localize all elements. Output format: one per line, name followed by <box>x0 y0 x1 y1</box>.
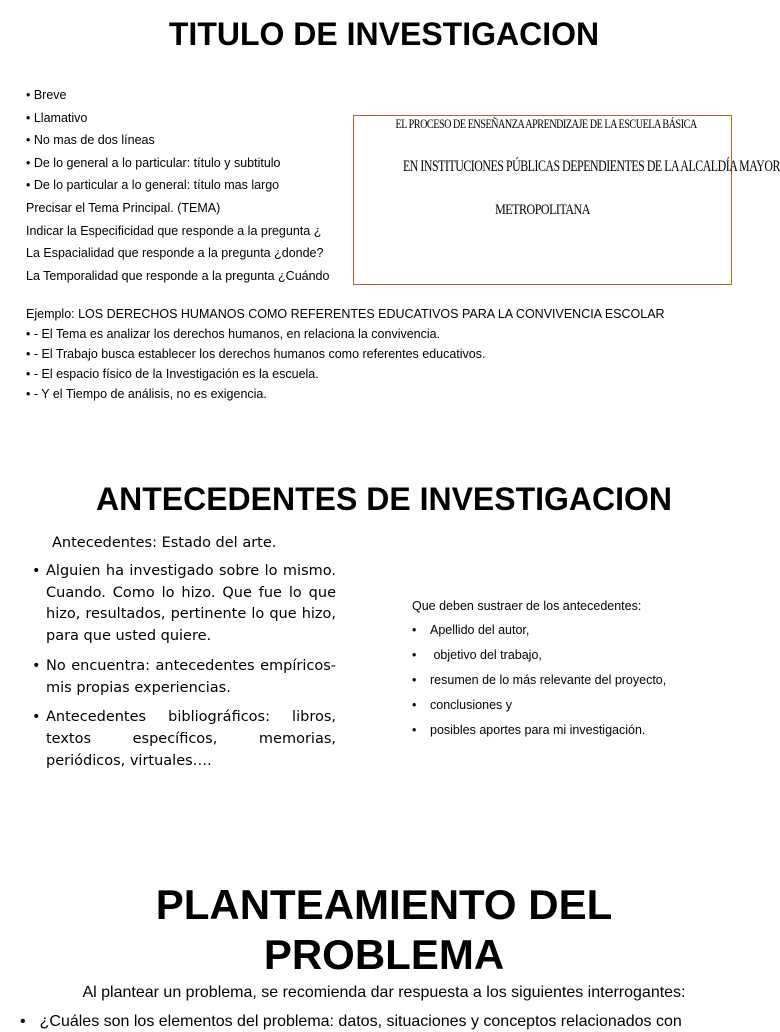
list-item <box>412 693 666 718</box>
bullet-icon: • <box>412 673 417 687</box>
title-planteamiento-del-problema <box>0 880 768 980</box>
guideline-line: • Llamativo <box>26 110 88 125</box>
list-item <box>412 668 666 693</box>
bullet-icon: • <box>32 709 41 726</box>
list-item-text: conclusiones y <box>430 698 512 712</box>
list-item <box>412 643 666 668</box>
guideline-line: • Breve <box>26 88 67 102</box>
list-item <box>32 656 336 699</box>
guideline-line: • No mas de dos líneas <box>26 133 155 148</box>
guideline-line: Precisar el Tema Principal. (TEMA) <box>26 200 221 215</box>
example-block <box>26 304 665 404</box>
title-titulo-de-investigacion: TITULO DE INVESTIGACION <box>168 16 600 52</box>
list-item-text: objetivo del trabajo, <box>430 648 542 662</box>
example-line: • - El Tema es analizar los derechos humanos, en relaciona la convivencia. <box>26 327 441 341</box>
list-item-text: Apellido del autor, <box>430 623 530 637</box>
guideline-line: La Temporalidad que responde a la pregunta ¿Cuándo <box>26 268 330 283</box>
title-line-2: PROBLEMA <box>263 931 505 978</box>
list-item-text: Antecedentes bibliográficos: libros, textos específicos, memorias, periódicos, virtuales…. <box>46 709 336 769</box>
list-item-text: Alguien ha investigado sobre lo mismo. Cuando. Como lo hizo. Que fue lo que hizo, resultados, pertinente lo que hizo, para que usted quiere. <box>46 563 336 645</box>
sustraer-heading: Que deben sustraer de los antecedentes: <box>412 599 642 613</box>
bullet-icon: • <box>412 698 417 712</box>
guideline-line: Indicar la Especificidad que responde a la pregunta ¿ <box>26 223 322 238</box>
guideline-line: • De lo particular a lo general: título mas largo <box>26 178 280 193</box>
title-line-1: PLANTEAMIENTO DEL <box>155 881 613 928</box>
list-item <box>32 707 336 772</box>
example-title-box <box>353 115 780 285</box>
example-title-line-1: EL PROCESO DE ENSEÑANZA APRENDIZAJE DE LA ESCUELA BÁSICA <box>395 116 697 131</box>
bullet-icon: • <box>412 723 417 737</box>
example-line: Ejemplo: LOS DERECHOS HUMANOS COMO REFERENTES EDUCATIVOS PARA LA CONVIVENCIA ESCOLAR <box>26 307 665 321</box>
title-guidelines-list <box>26 84 329 287</box>
list-item <box>412 618 666 643</box>
bullet-icon: • <box>412 623 417 637</box>
list-item-text: ¿Cuáles son los elementos del problema: datos, situaciones y conceptos relacionados con <box>39 1013 682 1030</box>
bullet-icon: • <box>20 1013 26 1030</box>
guideline-line: • De lo general a lo particular: título y subtitulo <box>26 155 281 170</box>
example-line: • - El Trabajo busca establecer los derechos humanos como referentes educativos. <box>26 347 486 361</box>
list-item <box>32 561 336 648</box>
sustraer-list <box>412 596 666 743</box>
antecedentes-list <box>32 561 336 780</box>
example-title-line-2: EN INSTITUCIONES PÚBLICAS DEPENDIENTES DE LA ALCALDÍA MAYOR <box>403 158 780 175</box>
guideline-line: La Espacialidad que responde a la pregunta ¿donde? <box>26 246 324 261</box>
list-item-text: resumen de lo más relevante del proyecto, <box>430 673 667 687</box>
example-line: • - Y el Tiempo de análisis, no es exigencia. <box>26 387 267 401</box>
planteamiento-first-bullet <box>20 1012 682 1032</box>
list-item-text: No encuentra: antecedentes empíricos- mis propias experiencias. <box>46 657 336 696</box>
example-title-line-3: METROPOLITANA <box>495 202 590 218</box>
example-line: • - El espacio físico de la Investigación es la escuela. <box>26 367 319 381</box>
antecedentes-subtitle: Antecedentes: Estado del arte. <box>52 535 277 551</box>
bullet-icon: • <box>32 563 41 579</box>
list-item <box>412 718 666 743</box>
list-item-text: posibles aportes para mi investigación. <box>430 723 646 737</box>
bullet-icon: • <box>32 657 41 674</box>
planteamiento-intro: Al plantear un problema, se recomienda dar respuesta a los siguientes interrogantes: <box>82 984 686 1001</box>
bullet-icon: • <box>412 648 417 662</box>
title-antecedentes-de-investigacion: ANTECEDENTES DE INVESTIGACION <box>95 481 673 517</box>
